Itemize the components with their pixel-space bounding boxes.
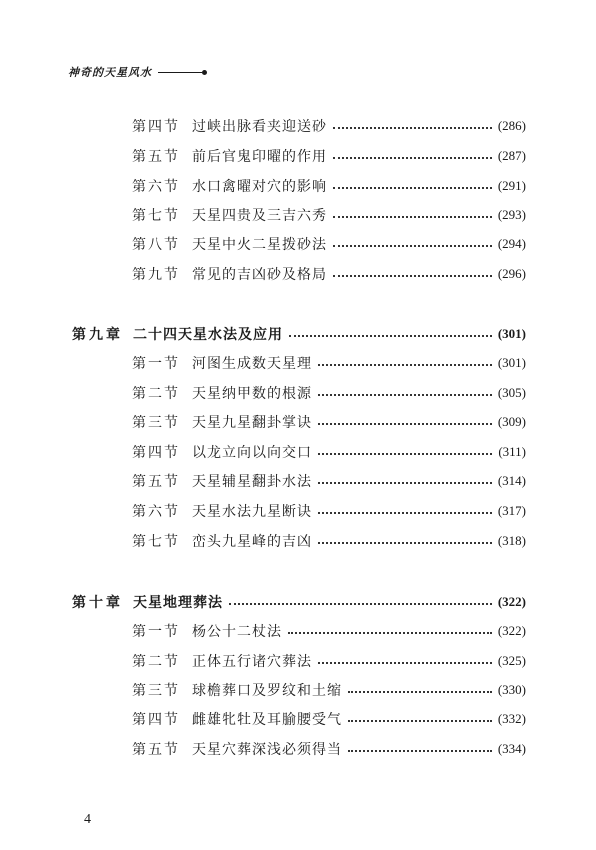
toc-entry — [132, 442, 526, 462]
toc-entry — [132, 176, 526, 196]
toc-label: 第四节 — [132, 712, 180, 728]
toc-entry — [132, 146, 526, 166]
toc-entry — [132, 531, 526, 551]
dot-leader — [318, 453, 492, 455]
toc-title: 雌雄牝牡及耳腧腰受气 — [192, 712, 342, 728]
toc-page: (291) — [497, 178, 526, 193]
toc-title: 天星纳甲数的根源 — [192, 386, 312, 402]
toc-entry — [132, 205, 526, 225]
toc-page: (317) — [497, 503, 526, 518]
dot-leader — [229, 603, 492, 605]
dot-leader — [333, 157, 492, 159]
toc-label: 第九节 — [132, 267, 180, 283]
toc-label: 第七节 — [132, 208, 180, 224]
toc-label: 第四节 — [132, 119, 180, 135]
toc-page: (330) — [497, 682, 526, 697]
toc-label: 第六节 — [132, 504, 180, 520]
toc-entry — [132, 116, 526, 136]
toc-page: (294) — [497, 236, 526, 251]
header-rule — [158, 72, 202, 73]
dot-leader — [318, 542, 492, 544]
toc-page: (318) — [497, 533, 526, 548]
toc-label: 第七节 — [132, 534, 180, 550]
dot-leader — [333, 127, 492, 129]
toc-entry — [132, 353, 526, 373]
toc-title: 正体五行诸穴葬法 — [192, 654, 312, 670]
toc-title: 天星九星翻卦掌诀 — [192, 415, 312, 431]
toc-label: 第六节 — [132, 179, 180, 195]
toc-title: 常见的吉凶砂及格局 — [192, 267, 327, 283]
toc-title: 水口禽曜对穴的影响 — [192, 179, 327, 195]
toc-entry — [132, 651, 526, 671]
toc-page: (301) — [497, 355, 526, 370]
toc-title: 天星水法九星断诀 — [192, 504, 312, 520]
page-number: 4 — [84, 812, 91, 827]
toc-label: 第二节 — [132, 654, 180, 670]
dot-leader — [318, 423, 492, 425]
toc-page: (293) — [497, 207, 526, 222]
dot-leader — [288, 632, 492, 634]
dot-leader — [333, 187, 492, 189]
toc-entry — [132, 471, 526, 491]
dot-leader — [348, 691, 492, 693]
toc-title: 球檐葬口及罗纹和土缩 — [192, 683, 342, 699]
toc-label: 第一节 — [132, 624, 180, 640]
header-dot — [202, 70, 207, 75]
toc-page: (322) — [497, 594, 526, 609]
toc-title: 过峡出脉看夹迎送砂 — [192, 119, 327, 135]
toc-title: 天星中火二星拨砂法 — [192, 237, 327, 253]
toc-title: 以龙立向以向交口 — [192, 445, 312, 461]
toc-label: 第一节 — [132, 356, 180, 372]
toc-label: 第五节 — [132, 149, 180, 165]
dot-leader — [318, 512, 492, 514]
toc-page: (309) — [497, 414, 526, 429]
toc-entry — [132, 264, 526, 284]
dot-leader — [318, 394, 492, 396]
dot-leader — [348, 720, 492, 722]
toc-title: 天星辅星翻卦水法 — [192, 474, 312, 490]
book-title: 神奇的天星风水 — [68, 66, 152, 79]
toc-chapter-title: 二十四天星水法及应用 — [133, 327, 283, 343]
toc-label: 第八节 — [132, 237, 180, 253]
toc-page: (287) — [497, 148, 526, 163]
toc-label: 第五节 — [132, 474, 180, 490]
toc-label: 第四节 — [132, 445, 180, 461]
dot-leader — [318, 482, 492, 484]
toc-chapter-label: 第九章 — [72, 327, 123, 343]
dot-leader — [318, 662, 492, 664]
toc-entry — [132, 621, 526, 641]
toc-title: 河图生成数天星理 — [192, 356, 312, 372]
toc-page: (332) — [497, 711, 526, 726]
toc-page: (305) — [497, 385, 526, 400]
toc-chapter-entry — [72, 592, 526, 612]
dot-leader — [333, 216, 492, 218]
toc-title: 杨公十二杖法 — [192, 624, 282, 640]
toc-label: 第五节 — [132, 742, 180, 758]
toc-chapter-label: 第十章 — [72, 595, 123, 611]
toc-chapter-title: 天星地理葬法 — [133, 595, 223, 611]
dot-leader — [333, 245, 492, 247]
toc-chapter-entry — [72, 324, 526, 344]
toc-page: (301) — [497, 326, 526, 341]
toc-entry — [132, 234, 526, 254]
toc-page: (334) — [497, 741, 526, 756]
toc-label: 第三节 — [132, 415, 180, 431]
toc-entry — [132, 383, 526, 403]
toc-page: (325) — [497, 653, 526, 668]
toc-label: 第三节 — [132, 683, 180, 699]
toc-entry — [132, 412, 526, 432]
dot-leader — [318, 364, 492, 366]
toc-page: (322) — [497, 623, 526, 638]
toc-page: (286) — [497, 118, 526, 133]
toc-entry — [132, 709, 526, 729]
dot-leader — [348, 750, 492, 752]
toc-entry — [132, 739, 526, 759]
toc-entry — [132, 501, 526, 521]
toc-title: 天星四贵及三吉六秀 — [192, 208, 327, 224]
toc-label: 第二节 — [132, 386, 180, 402]
toc-page: (314) — [497, 473, 526, 488]
toc-page: (296) — [497, 266, 526, 281]
running-header — [68, 64, 207, 80]
toc-title: 前后官鬼印曜的作用 — [192, 149, 327, 165]
toc-title: 峦头九星峰的吉凶 — [192, 534, 312, 550]
toc-entry — [132, 680, 526, 700]
dot-leader — [333, 275, 492, 277]
toc-title: 天星穴葬深浅必须得当 — [192, 742, 342, 758]
toc-page: (311) — [498, 444, 526, 459]
dot-leader — [289, 335, 492, 337]
